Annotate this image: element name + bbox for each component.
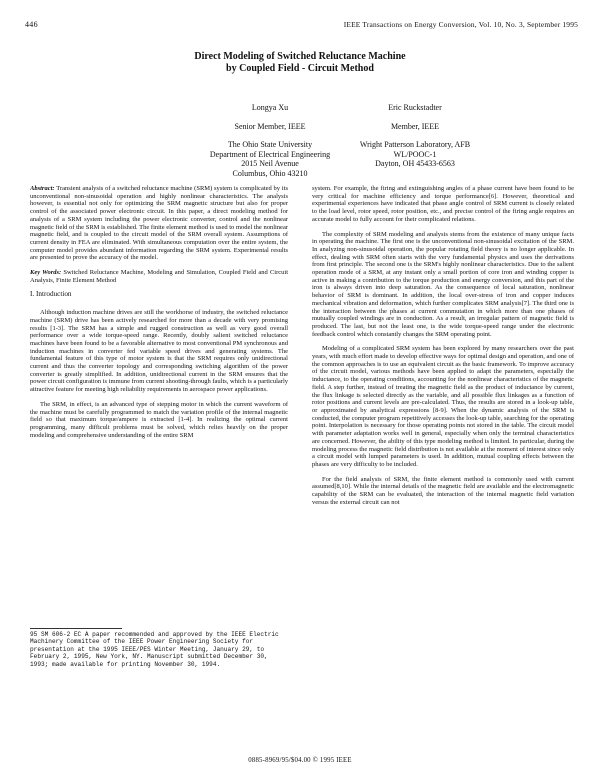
abstract [30, 185, 288, 262]
author-affiliation: Wright Patterson Laboratory, AFB [359, 140, 471, 150]
page-number: 446 [25, 20, 38, 29]
author-affiliation: 2015 Neil Avenue [241, 159, 299, 169]
body-paragraph: The complexity of SRM modeling and analysis stems from the existence of many unique facts in operating the machine. The first one is the unconventional non-sinusoidal excitation of the SRM. In analyzing non-sinusoidal operation, the popular rotating field theory is no longer applicable. In effect, dealing with SRM often starts with the very fundamental physics and uses the derivations from first principle. The second one is the SRM's highly nonlinear characteristics. Due to the salient operation mode of a SRM, at any instant only a small portion of core iron and winding copper is active in making a contribution to the torque production and energy conversion, and this part of the iron is always driven into deep saturation. As the consequence of local saturation, nonlinear behavior of SRM is dominant. In addition, the local over-stress of iron and copper induces mechanical vibration and deformation, which further complicates SRM analysis[7]. The third one is the interaction between the phases at current commutation in which more than one phases of mutually coupled windings are in conduction. As a result, an irregular pattern of magnetic field is produced. The last, but not the least one, is the wide torque-speed range under the electronic feedback control which constantly changes the SRM operating point. [312, 230, 574, 338]
abstract-label: Abstract: [30, 185, 55, 192]
body-paragraph: Although induction machine drives are still the workhorse of industry, the switched reluctance machine (SRM) drive has been actively researched for more than a decade with very promising results [1-3]. The SRM has a simple and rugged construction as well as very good overall performance over a wide torque-speed range. Recently, doubly salient switched reluctance machines have been found to be a favorable alternative to most conventional PM synchronous and induction machines in converter fed variable speed drives and generating systems. The fundamental feature of this type of motor system is that the SRM requires only unidirectional current and thus the converter topology and corresponding switching algorithm of the power converter is greatly simplified. In addition, unidirectional current in the SRM ensures that the power circuit configuration is immune from current shooting-through faults, which is a particularly attractive feature for meeting high reliability requirements in aerospace power applications. [30, 309, 288, 394]
journal-header: IEEE Transactions on Energy Conversion, Vol. 10, No. 3, September 1995 [343, 20, 578, 29]
copyright-line: 0885-8969/95/$04.00 © 1995 IEEE [248, 757, 352, 764]
author-block-2 [295, 103, 535, 169]
body-paragraph: For the field analysis of SRM, the finite element method is commonly used with current assumed[8,10]. While the internal details of the magnetic field are available and the electromagnetic capability of the SRM can be evaluated, the interaction of the internal magnetic field variation versus the external circuit can not [312, 475, 574, 506]
right-column [312, 185, 574, 750]
title-line-1: Direct Modeling of Switched Reluctance Machine [194, 51, 406, 62]
author-grade: Senior Member, IEEE [234, 121, 306, 131]
body-paragraph: The SRM, in effect, is an advanced type of stepping motor in which the current waveform of the machine must be carefully programmed to match the variation profile of the internal magnetic field so that maximum torque/ampere is extracted [1-4]. In realizing the optimal current programming, many difficult problems must be solved, which relies heavily on the proper modeling and comprehensive understanding of the entire SRM [30, 400, 288, 439]
author-name: Longya Xu [251, 103, 289, 112]
keywords-label: Key Words: [30, 269, 62, 277]
author-affiliation: WL/POOC-1 [393, 149, 437, 159]
author-grade: Member, IEEE [390, 121, 440, 131]
body-paragraph: system. For example, the firing and extinguishing angles of a phase current have been found to be very critical for machine efficiency and torque performance[6]. However, theoretical and experimental experiences have indicated that phase angle control of SRM current is closely related to the load level, rotor speed, rotor position, etc., and precise control of the firing angle requires an accurate model to fully account for their complicated relations. [312, 185, 574, 223]
footnote-rule [30, 628, 122, 629]
author-name: Eric Ruckstadter [388, 103, 442, 112]
author-affiliation: Department of Electrical Engineering [209, 149, 331, 159]
keywords [30, 269, 288, 284]
title-line-2: by Coupled Field - Circuit Method [226, 62, 374, 74]
keywords-text: Switched Reluctance Machine, Modeling and Simulation, Coupled Field and Circuit Analysis, Finite Element Method [30, 269, 288, 284]
paper-title [0, 51, 600, 74]
left-column [30, 185, 288, 625]
author-affiliation: Dayton, OH 45433-6563 [375, 159, 455, 169]
section-heading: I. Introduction [30, 290, 72, 299]
author-affiliation: Columbus, Ohio 43210 [232, 168, 308, 178]
author-affiliation: The Ohio State University [227, 140, 313, 150]
body-paragraph: Modeling of a complicated SRM system has been explored by many researchers over the past years, with much effort made to develop effective ways for optimal design and operation, and one of the common approaches is to use an equivalent circuit as the basic framework. To improve accuracy of the circuit model, various methods have been applied to adapt the parameters, especially the inductance, to the operating conditions, accounting for the nonlinear characteristics of the magnetic field. A step further, instead of treating the magnetic field as the product of inductance by current, the flux linkage is selected directly as the variable, and all possible flux linkages as a function of rotor positions and current levels are pre-calculated. Thus, the results are stored in a look-up table, or approximated by analytical expressions [8-9]. When the dynamic analysis of the SRM is conducted, the computer program repetitively accesses the look-up table, searching for the operating point. Interpolation is necessary for those operating points not stored in the table. The circuit model with parameter adaptation works well in general, especially when only the terminal characteristics are concerned. However, the ability of this type modeling method is limited. In particular, during the modeling process the magnetic field distribution is not available at the moment of interest since only a circuit model with lumped parameters is used. In addition, mutual coupling effects between the phases are very difficulty to be included. [312, 345, 574, 468]
abstract-text: Transient analysis of a switched reluctance machine (SRM) system is complicated by its unconventional non-sinusoidal operation and highly nonlinear characteristics. The analysis however, is essential not only for optimizing the SRM magnetic structure but also for proper control of the associated power electronic circuit. In this paper, a direct modeling method for analysis of a SRM system including the power electronic converter, control and the nonlinear magnetic field of the SRM is established. The finite element method is used to model the nonlinear magnetic field, and is coupled to the circuit model of the SRM overall system. Assumptions of current density in FEA are eliminated. With simultaneous computation over the entire system, the computer model provides abundant information regarding the SRM system. Experimental results are presented to prove the accuracy of the model. [30, 185, 288, 262]
footnote: 95 SM 606-2 EC A paper recommended and approved by the IEEE Electric Machinery Committee of the IEEE Power Engineering Society for presentation at the 1995 IEEE/PES Winter Meeting, January 29, to February 2, 1995, New York, NY. Manuscript submitted December 30, 1993; made available for printing November 30, 1994. [30, 631, 279, 668]
